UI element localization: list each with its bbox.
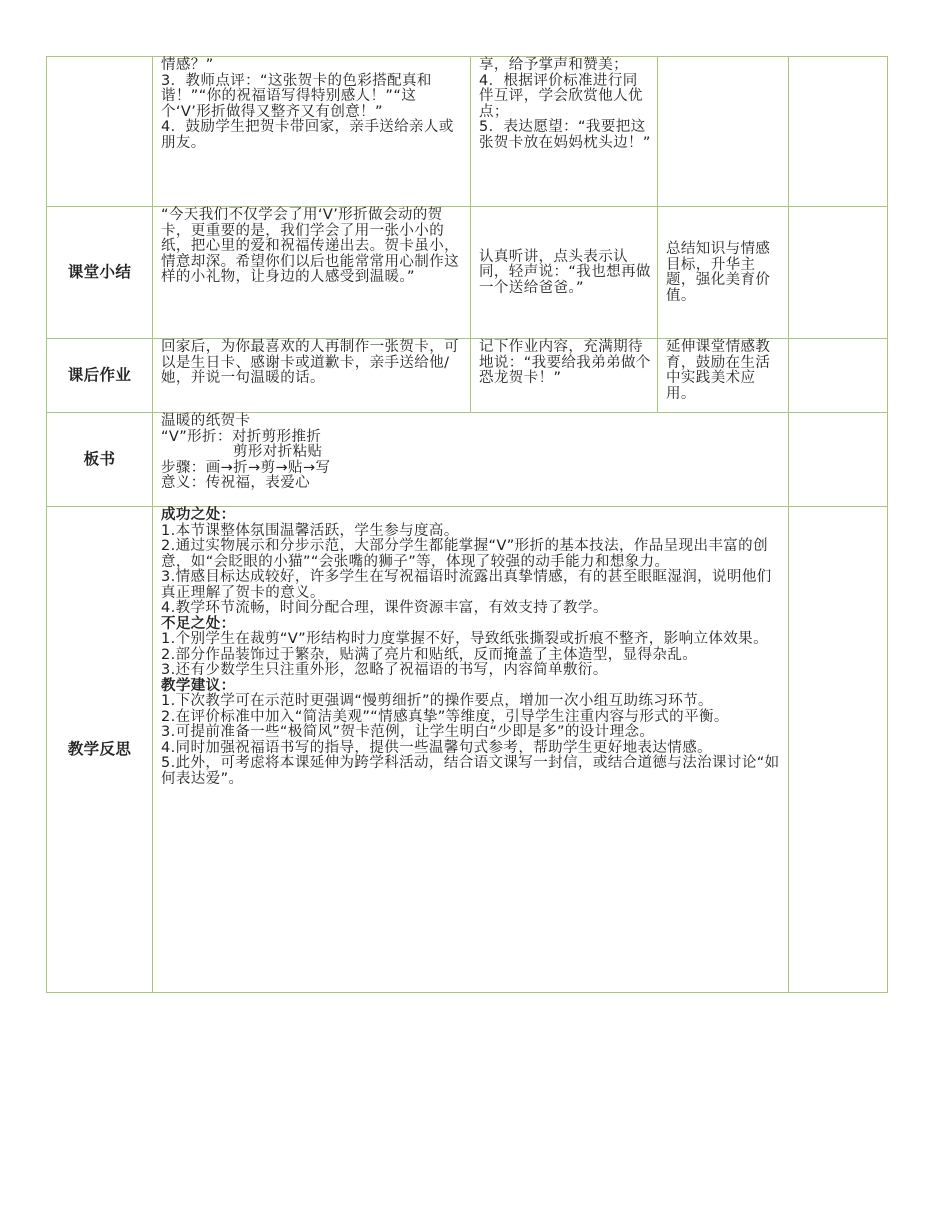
student-activity-cell [471,57,658,207]
table-row [47,57,888,207]
text-block: 总结知识与情感目标，升华主题，强化美育价值。 [666,241,771,304]
table-row [47,207,888,339]
text-line: 步骤：画→折→剪→贴→写 [161,459,331,476]
row-label: 课后作业 [47,339,153,413]
text-block: 认真听讲，点头表示认同，轻声说：“我也想再做一个送给爸爸。” [479,248,651,296]
text-line: 1.下次教学可在示范时更强调“慢剪细折”的操作要点，增加一次小组互助练习环节。 [161,693,713,709]
label-cell [47,57,153,207]
text-line: 4.同时加强祝福语书写的指导，提供一些温馨句式参考，帮助学生更好地表达情感。 [161,739,713,756]
text-line: 2.在评价标准中加入“简洁美观”“情感真挚”等维度，引导学生注重内容与形式的平衡。 [161,708,729,725]
text-line: 情感？” [161,57,214,73]
intent-cell [658,207,789,339]
row-label: 板书 [47,413,153,507]
text-line: 1.个别学生在裁剪“V”形结构时力度掌握不好，导致纸张撕裂或折痕不整齐，影响立体效果。 [161,631,768,647]
text-line: 4.教学环节流畅，时间分配合理，课件资源丰富，有效支持了教学。 [161,600,608,616]
table-row [47,339,888,413]
text-line: 3.情感目标达成较好，许多学生在写祝福语时流露出真挚情感，有的甚至眼眶湿润，说明他们真正理解了贺卡的意义。 [161,569,772,601]
extra-cell [789,413,888,507]
student-activity-cell [471,207,658,339]
table-row [47,507,888,993]
extra-cell [789,339,888,413]
teacher-activity-cell [153,57,471,207]
text-line: 1.本节课整体氛围温馨活跃，学生参与度高。 [161,522,459,539]
text-line: 3.还有少数学生只注重外形，忽略了祝福语的书写，内容简单敷衍。 [161,662,608,678]
text-line: “V”形折：对折剪形推折 [161,428,322,445]
teacher-activity-cell: “今天我们不仅学会了用‘V’形折做会动的贺卡，更重要的是，我们学会了用一张小小的纸，把心里的爱和祝福传递出去。贺卡虽小，情意却深。希望你们以后也能常常用心制作这样的小礼物，让身边的人感受到温暖。” [153,207,471,339]
text-line: 4．根据评价标准进行同伴互评，学会欣赏他人优点； [479,72,643,120]
student-activity-cell: 记下作业内容，充满期待地说：“我要给我弟弟做个恐龙贺卡！” [471,339,658,413]
text-line: 2.通过实物展示和分步示范，大部分学生都能掌握“V”形折的基本技法，作品呈现出丰富的创意，如“会眨眼的小猫”“会张嘴的狮子”等，体现了较强的动手能力和想象力。 [161,538,768,570]
text-line: 享，给予掌声和赞美； [479,57,628,73]
intent-cell [658,57,789,207]
lesson-plan-table [46,56,888,993]
text-line: 5.此外，可考虑将本课延伸为跨学科活动，结合语文课写一封信，或结合道德与法治课讨论“如何表达爱”。 [161,755,780,787]
text-line: 5．表达愿望：“我要把这张贺卡放在妈妈枕头边！” [479,119,651,151]
extra-cell [789,507,888,993]
section-heading: 不足之处： [161,615,236,632]
extra-cell [789,207,888,339]
text-line: 3．教师点评：“这张贺卡的色彩搭配真和谐！”“你的祝福语写得特别感人！”“这个‘V’形折做得又整齐又有创意！” [161,72,432,120]
section-heading: 成功之处： [161,507,236,523]
table-row [47,413,888,507]
reflection-cell [153,507,789,993]
text-line: 意义：传祝福，表爱心 [161,475,310,491]
text-line: 2.部分作品装饰过于繁杂，贴满了亮片和贴纸，反而掩盖了主体造型，显得杂乱。 [161,646,698,663]
intent-cell: 延伸课堂情感教育，鼓励在生活中实践美术应用。 [658,339,789,413]
text-line: 3.可提前准备一些“极简风”贺卡范例，让学生明白“少即是多”的设计理念。 [161,724,655,740]
board-cell [153,413,789,507]
row-label: 课堂小结 [47,207,153,339]
text-line: 4．鼓励学生把贺卡带回家，亲手送给亲人或朋友。 [161,119,454,151]
extra-cell [789,57,888,207]
board-title: 温暖的纸贺卡 [161,413,251,429]
row-label: 教学反思 [47,507,153,993]
text-line: 剪形对折粘贴 [233,444,323,460]
teacher-activity-cell: 回家后，为你最喜欢的人再制作一张贺卡，可以是生日卡、感谢卡或道歉卡，亲手送给他/她，并说一句温暖的话。 [153,339,471,413]
section-heading: 教学建议： [161,677,236,694]
